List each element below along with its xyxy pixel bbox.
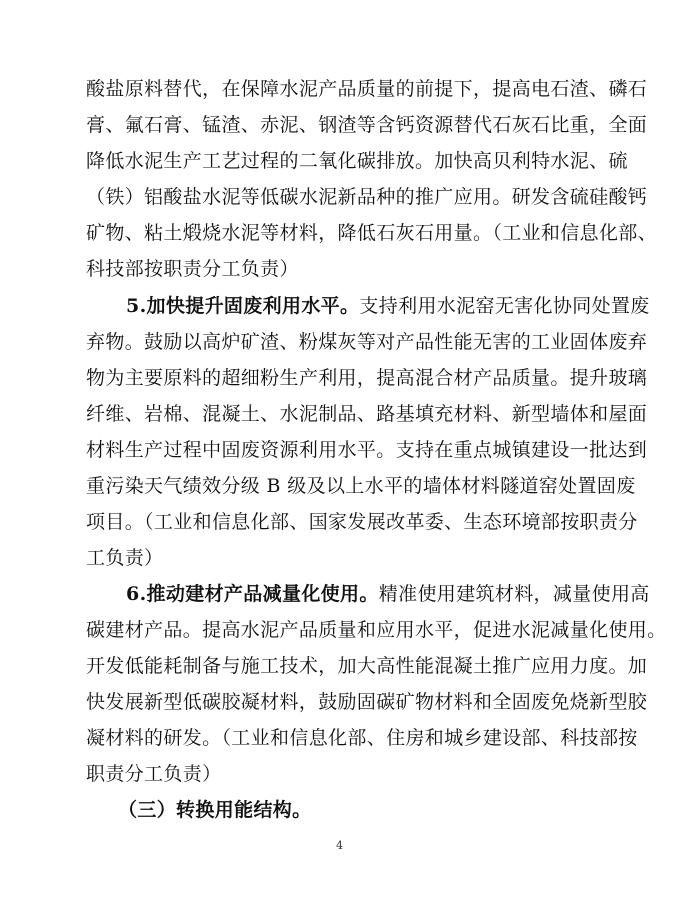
body-text-line: 膏、氟石膏、锰渣、赤泥、钢渣等含钙资源替代石灰石比重，全面	[86, 114, 648, 136]
body-text-line: 开发低能耗制备与施工技术，加大高性能混凝土推广应用力度。加	[86, 655, 648, 677]
body-text-line: 凝材料的研发。（工业和信息化部、住房和城乡建设部、科技部按	[86, 727, 638, 749]
body-text-line: （铁）铝酸盐水泥等低碳水泥新品种的推广应用。研发含硫硅酸钙	[86, 186, 648, 208]
item-6-heading: 6.推动建材产品减量化使用。	[126, 583, 379, 605]
body-text-line: 降低水泥生产工艺过程的二氧化碳排放。加快高贝利特水泥、硫	[86, 150, 628, 172]
body-text-line: 重污染天气绩效分级 B 级及以上水平的墙体材料隧道窑处置固废	[86, 475, 636, 497]
body-text-line: 快发展新型低碳胶凝材料，鼓励固碳矿物材料和全固废免烧新型胶	[86, 691, 648, 713]
item-6-first-line	[126, 582, 650, 606]
body-text-line: 科技部按职责分工负责）	[86, 258, 299, 280]
body-text-line: 矿物、粘土煅烧水泥等材料，降低石灰石用量。（工业和信息化部、	[86, 222, 658, 244]
body-text-line: 项目。（工业和信息化部、国家发展改革委、生态环境部按职责分	[86, 511, 638, 533]
body-text-line: 碳建材产品。提高水泥产品质量和应用水平，促进水泥减量化使用。	[86, 619, 667, 641]
body-text-line: 职责分工负责）	[86, 763, 222, 785]
body-text-line: 酸盐原料替代，在保障水泥产品质量的前提下，提高电石渣、磷石	[86, 78, 648, 100]
section-heading: （三）转换用能结构。	[118, 799, 312, 821]
body-text: 精准使用建筑材料，减量使用高	[378, 583, 650, 605]
body-text-line: 弃物。鼓励以高炉矿渣、粉煤灰等对产品性能无害的工业固体废弃	[86, 331, 648, 353]
body-text-line: 工负责）	[86, 547, 164, 569]
item-5-heading: 5.加快提升固废利用水平。	[126, 295, 360, 317]
body-text-line: 物为主要原料的超细粉生产利用，提高混合材产品质量。提升玻璃	[86, 367, 648, 389]
body-text-line: 纤维、岩棉、混凝土、水泥制品、路基填充材料、新型墙体和屋面	[86, 403, 648, 425]
page-number: 4	[336, 839, 343, 852]
body-text-line: 材料生产过程中固废资源利用水平。支持在重点城镇建设一批达到	[86, 439, 648, 461]
body-text: 支持利用水泥窑无害化协同处置废	[359, 295, 650, 317]
item-5-first-line	[126, 294, 650, 318]
